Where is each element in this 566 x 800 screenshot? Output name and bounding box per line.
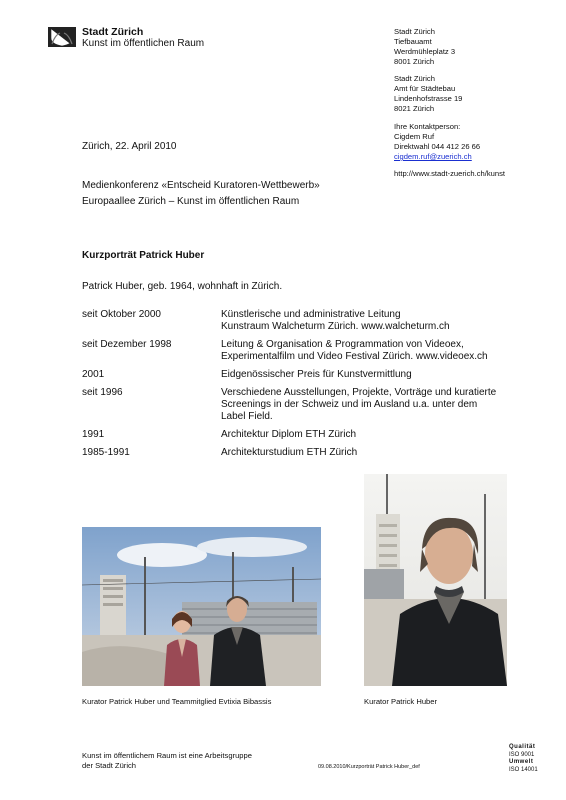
iso-label: Umwelt [509,759,534,765]
cv-description [221,339,502,363]
cv-table [82,309,502,465]
cv-description [221,447,502,459]
conference-line-2: Europaallee Zürich – Kunst im öffentlichen Raum [82,196,300,207]
cv-period: 2001 [82,369,105,380]
cv-line: Architekturstudium ETH Zürich [221,447,358,458]
address-line: Werdmühleplatz 3 [394,47,456,56]
address-line: 8021 Zürich [394,104,435,113]
contact-email-link[interactable]: cigdem.ruf@zuerich.ch [394,152,472,161]
cv-line: Verschiedene Ausstellungen, Projekte, Vorträge und kuratierte [221,387,497,398]
letter-date: Zürich, 22. April 2010 [82,141,177,152]
cv-line: Architektur Diplom ETH Zürich [221,429,357,440]
footer-line-1: Kunst im öffentlichem Raum ist eine Arbeitsgruppe [82,751,252,760]
intro-text: Patrick Huber, geb. 1964, wohnhaft in Zürich. [82,281,283,292]
cv-description [221,429,502,441]
conference-line-1: Medienkonferenz «Entscheid Kuratoren-Wettbewerb» [82,180,320,191]
cv-row [82,387,502,423]
iso-label: Qualität [509,744,536,750]
photo-team [82,527,321,686]
footer-line-2: der Stadt Zürich [82,761,137,770]
cv-period: seit Dezember 1998 [82,339,172,350]
footer-filename: 09.08.2010/Kurzporträt Patrick Huber_def [318,764,420,770]
cv-line: Eidgenössischer Preis für Kunstvermittlung [221,369,412,380]
cv-line: Künstlerische und administrative Leitung [221,309,401,320]
cv-period: seit Oktober 2000 [82,309,161,320]
address-line: Stadt Zürich [394,27,435,36]
cv-period: 1991 [82,429,105,440]
logo-subtitle: Kunst im öffentlichen Raum [82,38,205,49]
logo-title: Stadt Zürich [82,26,144,38]
cv-description [221,309,502,333]
address-line: 8001 Zürich [394,57,435,66]
cv-description [221,369,502,381]
cv-line: Label Field. [221,411,273,422]
address-line: Amt für Städtebau [394,84,456,93]
iso-certification [509,744,538,774]
contact-name: Cigdem Ruf [394,132,435,141]
contact-block [394,122,480,162]
address-staedtebau [394,74,462,114]
cv-row [82,339,502,363]
footer-text [82,751,252,771]
page-title: Kurzporträt Patrick Huber [82,250,205,261]
photo-portrait [364,474,507,686]
cv-line: Experimentalfilm und Video Festival Zürich. www.videoex.ch [221,351,488,362]
cv-period: 1985-1991 [82,447,130,458]
address-line: Stadt Zürich [394,74,435,83]
address-line: Tiefbauamt [394,37,432,46]
cv-period: seit 1996 [82,387,123,398]
cv-row [82,429,502,441]
contact-phone: Direktwahl 044 412 26 66 [394,142,481,151]
cv-row [82,369,502,381]
photo-team-caption: Kurator Patrick Huber und Teammitglied Evtixia Bibassis [82,697,272,706]
cv-line: Kunstraum Walcheturm Zürich. www.walcheturm.ch [221,321,450,332]
cv-description [221,387,502,423]
cv-row [82,309,502,333]
stadt-zuerich-logo [48,27,204,49]
address-line: Lindenhofstrasse 19 [394,94,463,103]
cv-line: Leitung & Organisation & Programmation von Videoex, [221,339,464,350]
iso-value: ISO 9001 [509,751,535,758]
contact-label: Ihre Kontaktperson: [394,122,461,131]
cv-row [82,447,502,459]
photo-portrait-caption: Kurator Patrick Huber [364,697,438,706]
cv-line: Screenings in der Schweiz und im Ausland u.a. unter dem [221,399,478,410]
address-tiefbauamt [394,27,455,67]
conference-title [82,178,320,210]
website-link[interactable]: http://www.stadt-zuerich.ch/kunst [394,169,505,178]
zurich-crest-icon [48,27,76,47]
iso-value: ISO 14001 [509,766,538,773]
